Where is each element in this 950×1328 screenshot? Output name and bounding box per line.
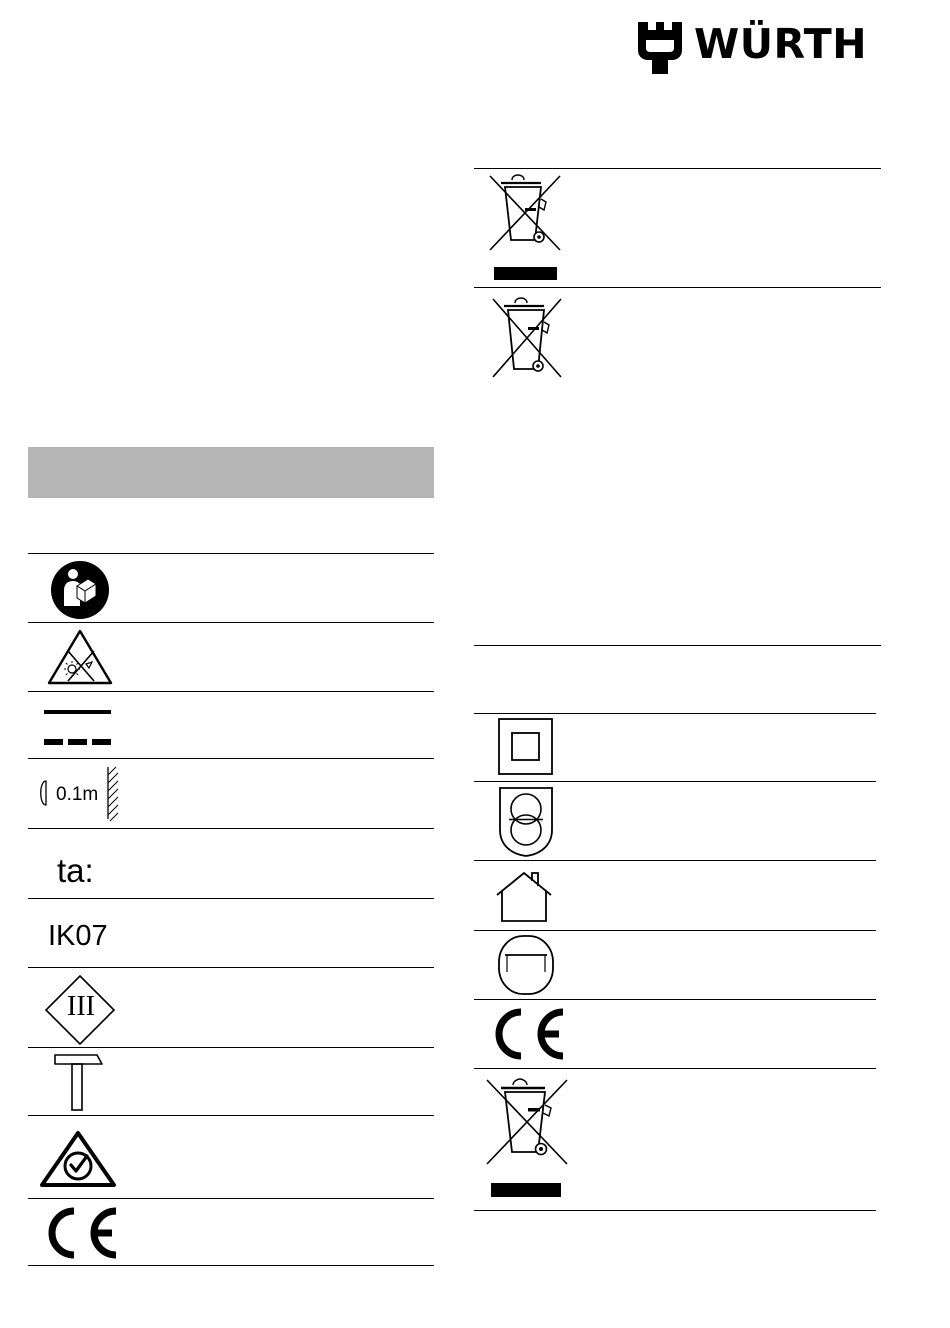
table-rule xyxy=(474,930,876,931)
indoor-use-only-icon xyxy=(495,871,553,923)
table-rule xyxy=(474,645,881,646)
short-circuit-proof-transformer-icon xyxy=(497,934,555,996)
rcm-mark-icon xyxy=(39,1130,117,1188)
weee-bin-icon xyxy=(491,297,565,379)
table-rule xyxy=(28,1115,434,1116)
protection-class-text: III xyxy=(67,991,95,1022)
ce-mark-icon xyxy=(487,1006,567,1062)
table-rule xyxy=(28,1047,434,1048)
hammer-icon xyxy=(54,1054,104,1112)
table-rule xyxy=(474,1210,876,1211)
table-rule xyxy=(474,287,881,288)
table-rule xyxy=(28,828,434,829)
table-rule xyxy=(28,691,434,692)
protection-class-ii-icon xyxy=(498,718,554,776)
weee-bin-with-bar-icon xyxy=(485,1078,569,1198)
ce-mark-icon xyxy=(40,1205,120,1261)
table-rule xyxy=(28,758,434,759)
min-distance-text: 0.1m xyxy=(56,784,99,805)
table-rule xyxy=(28,553,434,554)
safety-isolating-transformer-icon xyxy=(498,786,554,858)
section-header-bar xyxy=(28,447,434,498)
direct-current-icon xyxy=(44,708,112,748)
table-rule xyxy=(28,1198,434,1199)
brand-logo xyxy=(636,22,878,74)
table-rule xyxy=(474,168,881,169)
table-rule xyxy=(474,713,876,714)
impact-protection-icon: IK07 xyxy=(48,920,108,952)
table-rule xyxy=(28,1265,434,1266)
wuerth-castle-logo-icon xyxy=(636,22,684,74)
do-not-look-into-light-icon xyxy=(46,628,114,686)
ambient-temperature-icon: ta: xyxy=(57,852,94,889)
table-rule xyxy=(474,999,876,1000)
table-rule xyxy=(28,898,434,899)
table-rule xyxy=(28,622,434,623)
weee-bin-with-bar-icon xyxy=(488,174,562,284)
table-rule xyxy=(474,860,876,861)
table-rule xyxy=(28,967,434,968)
brand-name: WÜRTH xyxy=(694,20,868,68)
table-rule xyxy=(474,1068,876,1069)
table-rule xyxy=(474,781,876,782)
read-manual-icon xyxy=(50,560,110,620)
